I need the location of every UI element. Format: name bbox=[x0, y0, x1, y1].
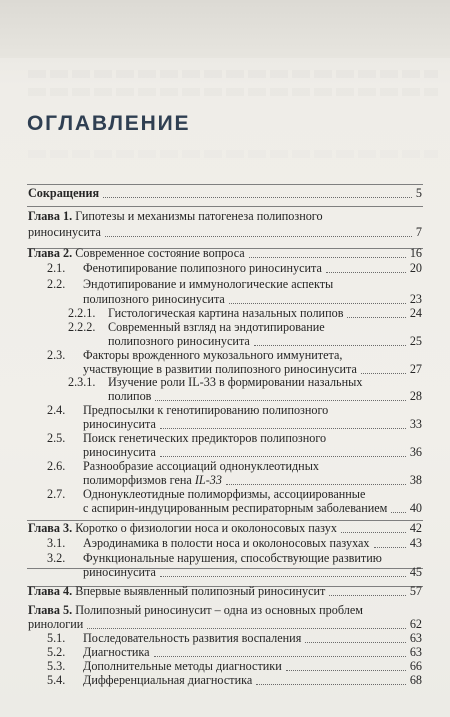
entry-title: Функциональные нарушения, способствующие развитию bbox=[83, 551, 382, 565]
chapter-title: Гипотезы и механизмы патогенеза полипозного bbox=[75, 209, 323, 223]
page-number: 25 bbox=[409, 334, 422, 348]
page-number: 27 bbox=[409, 362, 422, 376]
dot-leader bbox=[326, 256, 406, 273]
entry-title-continuation: полипозного риносинусита bbox=[83, 292, 225, 306]
entry-number: 3.2. bbox=[47, 551, 66, 565]
entry-title: Аэродинамика в полости носа и околоносовых пазухах bbox=[83, 536, 370, 550]
chapter-title: Впервые выявленный полипозный риносинусит bbox=[75, 584, 326, 598]
toc-entry bbox=[28, 185, 422, 201]
page-number: 28 bbox=[409, 389, 422, 403]
chapter-title: Коротко о физиологии носа и околоносовых пазух bbox=[75, 521, 337, 535]
dot-leader bbox=[160, 440, 406, 457]
page-number: 43 bbox=[409, 536, 422, 550]
toc-entry bbox=[28, 260, 422, 276]
dot-leader bbox=[374, 531, 406, 548]
dot-leader bbox=[329, 579, 405, 596]
chapter-label: Глава 3. bbox=[28, 521, 73, 535]
entry-title: Современный взгляд на эндотипирование bbox=[108, 320, 325, 334]
entry-number: 2.6. bbox=[47, 459, 66, 473]
page-number: 45 bbox=[409, 565, 422, 579]
entry-title-continuation: риносинусита bbox=[83, 417, 156, 431]
entry-number: 2.4. bbox=[47, 403, 66, 417]
page-number: 63 bbox=[409, 631, 422, 645]
entry-number: 5.2. bbox=[47, 645, 66, 659]
dot-leader bbox=[391, 496, 405, 513]
page-number: 24 bbox=[409, 306, 422, 320]
page-number: 66 bbox=[409, 659, 422, 673]
entry-title-continuation: полиморфизмов гена bbox=[83, 473, 192, 487]
toc-entry bbox=[28, 672, 422, 688]
entry-title: Диагностика bbox=[83, 645, 150, 659]
toc-entry bbox=[28, 224, 422, 240]
page-number: 20 bbox=[409, 261, 422, 275]
entry-number: 2.7. bbox=[47, 487, 66, 501]
entry-title: Фенотипирование полипозного риносинусита bbox=[83, 261, 322, 275]
entry-number: 2.2.1. bbox=[68, 306, 96, 320]
entry-number: 2.1. bbox=[47, 261, 66, 275]
dot-leader bbox=[160, 560, 406, 577]
entry-number: 2.2.2. bbox=[68, 320, 96, 334]
entry-number: 2.5. bbox=[47, 431, 66, 445]
chapter-label: Глава 4. bbox=[28, 584, 73, 598]
dot-leader bbox=[105, 220, 412, 237]
chapter-title: Современное состояние вопроса bbox=[75, 246, 245, 260]
entry-title: Факторы врожденного мукозального иммунитета, bbox=[83, 348, 343, 362]
toc-entry bbox=[28, 500, 422, 516]
entry-number: 3.1. bbox=[47, 536, 66, 550]
dot-leader bbox=[226, 468, 406, 485]
entry-number: 5.3. bbox=[47, 659, 66, 673]
entry-title-continuation: риносинусита bbox=[83, 445, 156, 459]
entry-number: 2.3.1. bbox=[68, 375, 96, 389]
entry-title: Разнообразие ассоциаций однонуклеотидных bbox=[83, 459, 319, 473]
toc-entry bbox=[28, 564, 422, 580]
entry-title: Поиск генетических предикторов полипозного bbox=[83, 431, 327, 445]
section-label: Сокращения bbox=[28, 186, 100, 200]
page-number: 68 bbox=[409, 673, 422, 687]
entry-number: 5.4. bbox=[47, 673, 66, 687]
entry-title: Последовательность развития воспаления bbox=[83, 631, 302, 645]
entry-title-continuation: с аспирин-индуцированным респираторным заболеванием bbox=[83, 501, 388, 515]
page-number: 42 bbox=[409, 521, 422, 535]
toc-entry bbox=[28, 535, 422, 551]
toc-entry bbox=[28, 583, 422, 599]
entry-title: Дополнительные методы диагностики bbox=[83, 659, 282, 673]
entry-title: Предпосылки к генотипированию полипозного bbox=[83, 403, 329, 417]
entry-number: 2.2. bbox=[47, 277, 66, 291]
chapter-label: Глава 5. bbox=[28, 603, 73, 617]
entry-title: Гистологическая картина назальных полипов bbox=[108, 306, 344, 320]
entry-number: 2.3. bbox=[47, 348, 66, 362]
entry-title-continuation: участвующие в развитии полипозного риносинусита bbox=[83, 362, 357, 376]
dot-leader bbox=[347, 301, 405, 318]
entry-title-continuation: полипов bbox=[108, 389, 152, 403]
toc-entry bbox=[28, 520, 422, 536]
page-title: ОГЛАВЛЕНИЕ bbox=[27, 112, 191, 135]
entry-number: 5.1. bbox=[47, 631, 66, 645]
page-number: 23 bbox=[409, 292, 422, 306]
section-divider bbox=[27, 206, 423, 207]
entry-title: Однонуклеотидные полиморфизмы, ассоциированные bbox=[83, 487, 366, 501]
chapter-title: Полипозный риносинусит – одна из основных проблем bbox=[75, 603, 363, 617]
page-number: 63 bbox=[409, 645, 422, 659]
page-number: 62 bbox=[409, 617, 422, 631]
page-number: 40 bbox=[409, 501, 422, 515]
entry-title-continuation: ринологии bbox=[28, 617, 84, 631]
chapter-label: Глава 2. bbox=[28, 246, 73, 260]
dot-leader bbox=[155, 384, 405, 401]
dot-leader bbox=[361, 357, 406, 374]
entry-title: Эндотипирование и иммунологические аспекты bbox=[83, 277, 334, 291]
entry-title: Дифференциальная диагностика bbox=[83, 673, 253, 687]
page-number: 57 bbox=[409, 584, 422, 598]
dot-leader bbox=[254, 329, 406, 346]
page-number: 38 bbox=[409, 473, 422, 487]
entry-title-continuation: риносинусита bbox=[83, 565, 156, 579]
page-number: 7 bbox=[415, 225, 422, 239]
dot-leader bbox=[103, 181, 412, 198]
page-number: 5 bbox=[415, 186, 422, 200]
entry-title: Изучение роли IL-33 в формировании назальных bbox=[108, 375, 363, 389]
dot-leader bbox=[160, 412, 406, 429]
page-number: 33 bbox=[409, 417, 422, 431]
chapter-label: Глава 1. bbox=[28, 209, 73, 223]
entry-title-continuation: риносинусита bbox=[28, 225, 101, 239]
page-number: 16 bbox=[409, 246, 422, 260]
gene-name: IL-33 bbox=[194, 473, 222, 487]
entry-title-continuation: полипозного риносинусита bbox=[108, 334, 250, 348]
dot-leader bbox=[256, 668, 406, 685]
page-number: 36 bbox=[409, 445, 422, 459]
